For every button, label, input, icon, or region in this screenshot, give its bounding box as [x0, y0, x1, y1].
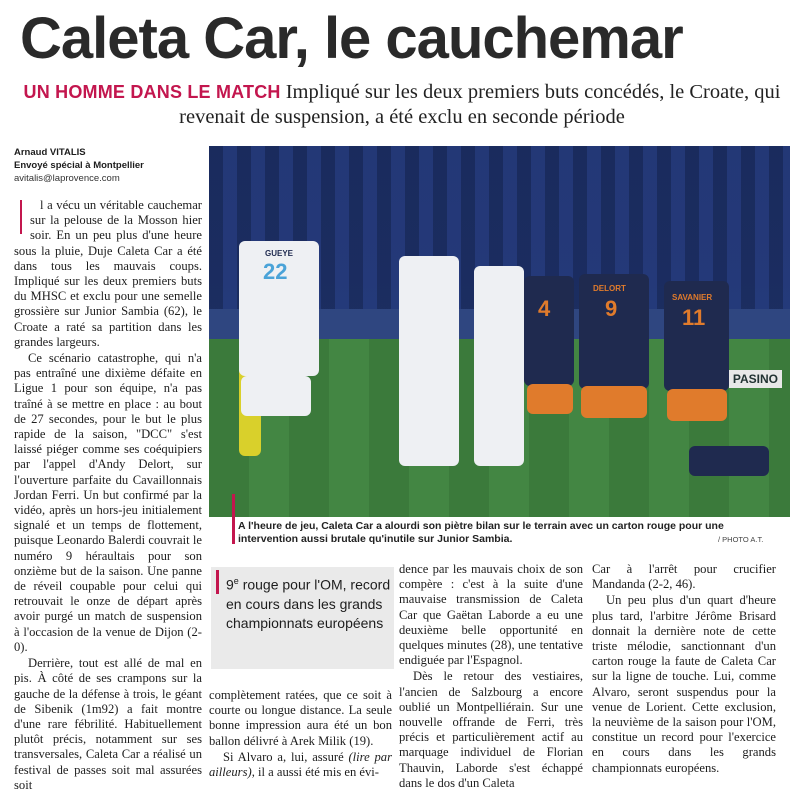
- deck: [14, 80, 790, 130]
- player-number: 4: [538, 296, 551, 321]
- paragraph-1-text: l a vécu un véritable cauchemar sur la pelouse de la Mosson hier soir. En un peu plus d'une heure sous la pluie, Duje Caleta Car a été dans tous les mauvais coups. Impliqué sur les deux premiers buts du MHSC et exclu pour une semelle grossière sur Junior Sambia (62), le Croate a raté sa partition dans les grandes largeurs.: [14, 198, 202, 349]
- player-white-2: [399, 256, 459, 466]
- player-orange-shorts-1: [527, 384, 573, 414]
- byline-author: Arnaud VITALIS: [14, 147, 86, 158]
- player-name: GUEYE: [265, 249, 294, 258]
- caption-accent-bar: [232, 494, 235, 544]
- paragraph-5: [209, 750, 392, 780]
- sidebar-title: [226, 572, 391, 633]
- headline: Caleta Car, le cauchemar: [20, 6, 683, 71]
- photo-credit: / PHOTO A.T.: [718, 535, 764, 544]
- player-navy-4: [524, 276, 574, 386]
- paragraph-5-tail: , il a aussi été mis en évi-: [251, 765, 379, 780]
- paragraph-1: [14, 198, 202, 350]
- drop-cap-bar: [20, 200, 24, 234]
- player-orange-shorts-2: [581, 386, 647, 418]
- article-column-1: [14, 198, 202, 793]
- paragraph-8: Car à l'arrêt pour crucifier Mandanda (2-2, 46).: [592, 562, 776, 592]
- paragraph-7: Dès le retour des vestiaires, l'ancien de Salzbourg a encore oublié un Montpelliérain. Sur une nouvelle offrande de Ferri, très précis et particulièrement actif au marquage individuel de Florian Thauvin, Laborde s'est échappé dans le dos d'un Caleta: [399, 669, 583, 790]
- sidebar-title-text: rouge pour l'OM, record en cours dans les grands championnats européens: [226, 576, 391, 631]
- article-column-2: [209, 688, 392, 780]
- paragraph-5-text: Si Alvaro a, lui, assuré: [223, 749, 349, 764]
- article-column-4: [592, 562, 776, 776]
- player-number: 11: [682, 305, 706, 330]
- see-elsewhere-link: (lire par ailleurs): [209, 749, 392, 780]
- player-gueye: [239, 241, 319, 376]
- byline: [14, 146, 204, 185]
- sidebar-accent-bar: [216, 570, 219, 594]
- byline-email[interactable]: avitalis@laprovence.com: [14, 173, 120, 184]
- article-column-3: [399, 562, 583, 791]
- player-number: 9: [605, 296, 618, 321]
- paragraph-4: complètement ratées, que ce soit à courte ou longue distance. La seule bonne impression aura été un bon ballon délivré à Arek Milik (19).: [209, 688, 392, 748]
- byline-role: Envoyé spécial à Montpellier: [14, 160, 144, 171]
- player-savanier: [664, 281, 729, 391]
- deck-text: Impliqué sur les deux premiers buts concédés, le Croate, qui revenait de suspension, a été exclu en seconde période: [179, 81, 781, 128]
- player-on-ground: [689, 446, 769, 476]
- paragraph-6: dence par les mauvais choix de son compère : c'est à la suite d'une mauvaise transmission de Caleta Car que Gaëtan Laborde a eu une deuxième belle opportunité en quelques minutes (28), une tentative endiguée par l'Espagnol.: [399, 562, 583, 668]
- player-white-shorts: [241, 376, 311, 416]
- sidebar-ordinal: e: [233, 576, 239, 586]
- player-name: DELORT: [593, 284, 626, 293]
- player-number: 22: [263, 259, 288, 284]
- player-delort: [579, 274, 649, 389]
- deck-kicker: UN HOMME DANS LE MATCH: [23, 82, 281, 102]
- ad-board-text: PASINO: [729, 370, 782, 388]
- sidebar-number: 9: [226, 576, 234, 593]
- player-orange-shorts-3: [667, 389, 727, 421]
- match-photo: [209, 146, 790, 517]
- photo-caption: A l'heure de jeu, Caleta Car a alourdi son piètre bilan sur le terrain avec un carton rouge pour une intervention aussi brutale qu'inutile sur Junior Sambia.: [238, 520, 724, 545]
- paragraph-3: Derrière, tout est allé de mal en pis. À côté de ses crampons sur la gauche de la défense à trois, le géant de Sibenik (1m92) a fait montre d'une rare fébrilité. Habituellement plutôt précis, notamment sur ses transversales, Caleta Car a réalisé un festival de passes soit mal assurées soit: [14, 656, 202, 792]
- player-white-3: [474, 266, 524, 466]
- paragraph-9: Un peu plus d'un quart d'heure plus tard, l'arbitre Jérôme Brisard donnait la dernière note de cette triste mélodie, sanctionnant d'un carton rouge la faute de Caleta Car sur la ligne de touche. Lui, comme Alvaro, seront suspendus pour la venue de Lorient. Cette exclusion, la neuvième de la saison pour l'OM, constitue un record pour l'exercice en cours dans les grands championnats européens.: [592, 593, 776, 775]
- paragraph-2: Ce scénario catastrophe, qui n'a pas entraîné une dixième défaite en Ligue 1 pour son équipe, n'a pas traîné à se mettre en place : au bout de 27 secondes, pour le but le plus rapide de la saison, "DCC" s'est laissé piéger comme ses coéquipiers par l'appel d'Andy Delort, sur l'ouverture parfaite du Cavaillonnais Jordan Ferri. Un but confirmé par la vidéo, après un hors-jeu initialement signalé et un temps de flottement, puisque Leonardo Balerdi couvrait le numéro 9 héraultais pour son onzième but de la saison. Une panne de réveil coupable pour celui qui retrouvait le onze de départ après avoir purgé un match de suspension à l'occasion de la venue de Dijon (2-0).: [14, 351, 202, 654]
- player-name: SAVANIER: [672, 293, 713, 302]
